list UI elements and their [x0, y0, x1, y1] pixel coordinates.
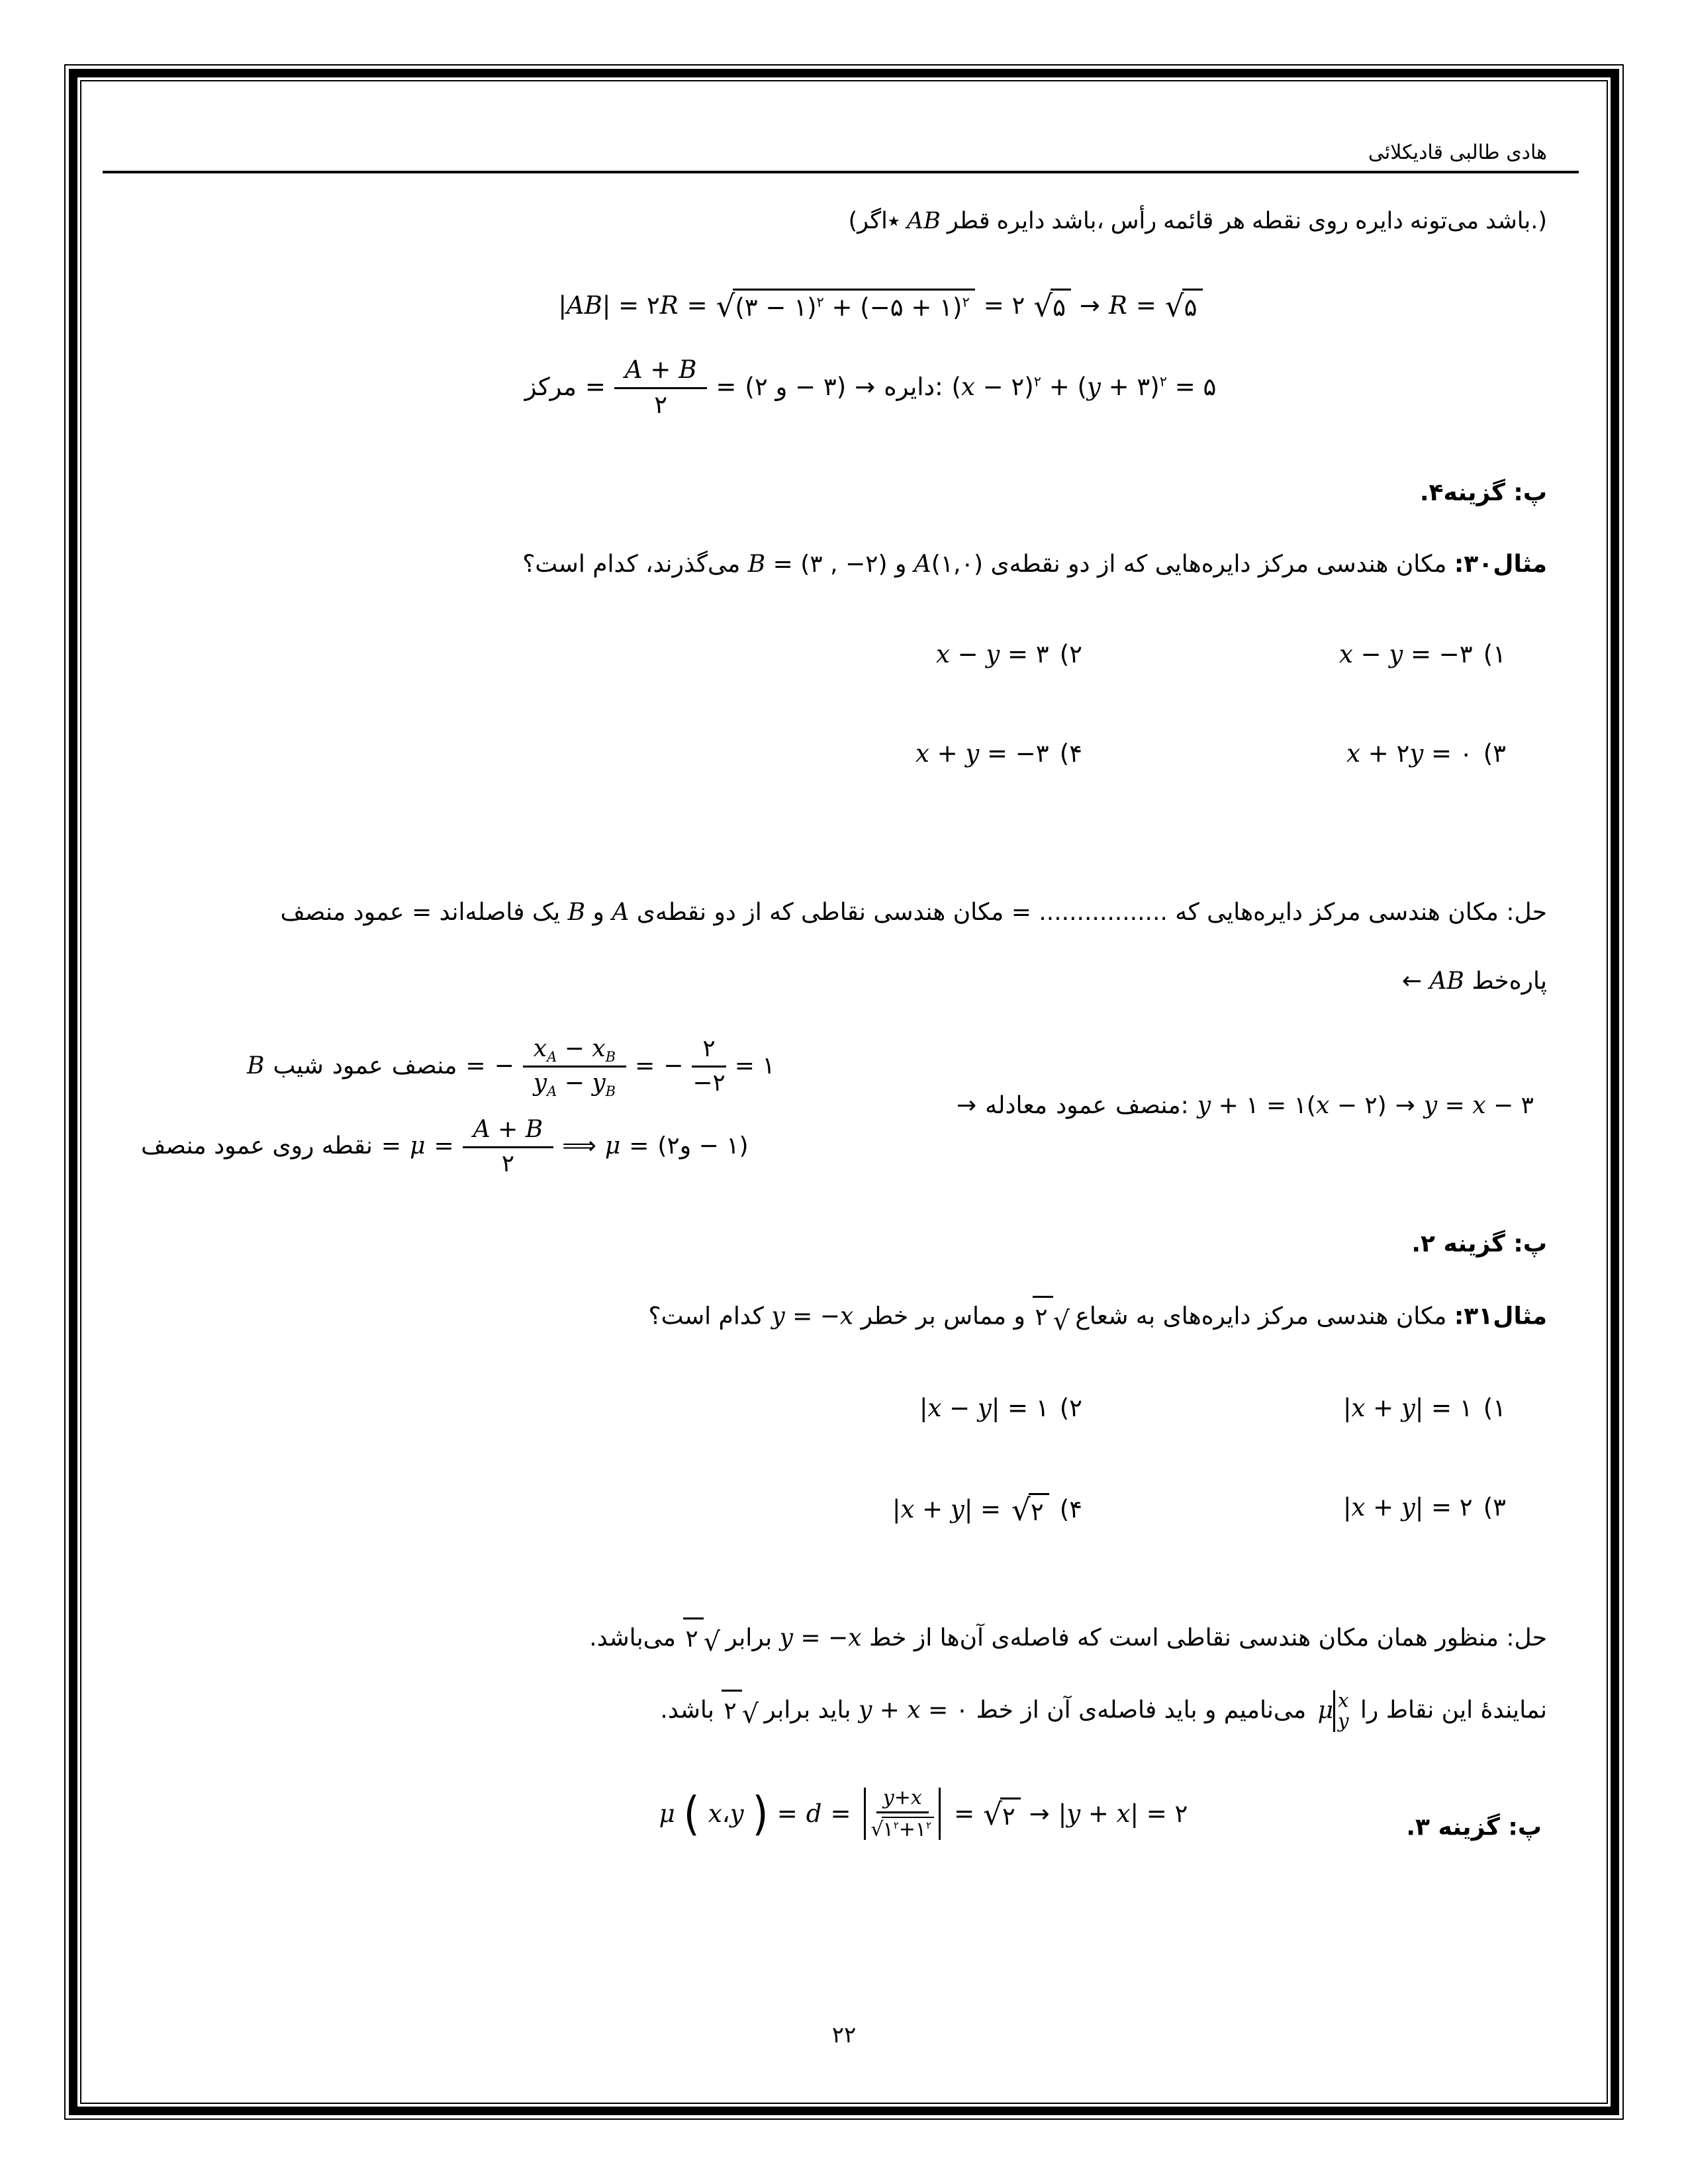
- arrow-implies: ⟹: [562, 1132, 596, 1160]
- radical: √ ۲: [683, 1617, 718, 1657]
- circle-equation: (x − ۲)$^۲$ + (y + ۳)$^۲$ = ۵: [951, 373, 1217, 402]
- header-rule: [103, 171, 1579, 173]
- example-30-options-row-1: [141, 640, 1547, 692]
- option-1: x − y = −۳ (۱: [1338, 639, 1506, 668]
- example-30-solution-line-1: حل: مکان هندسی مرکز دایره‌هایی که ................. = مکان هندسی نقاطی که از دو نقطه‌ی A و B یک فاصله‌اند = عمود منصف: [280, 898, 1547, 926]
- header-author: هادی طالبی قادیکلائی: [1368, 141, 1547, 164]
- option-4: x + y = −۳ (۴: [915, 739, 1082, 768]
- note-var-ab: AB: [906, 208, 941, 234]
- radical: √ ۵: [1033, 289, 1071, 322]
- example-30-solution-line-2: پاره‌خط AB ←: [1401, 968, 1547, 995]
- option-number: (۴: [1059, 1495, 1082, 1524]
- option-number: (۳: [1483, 739, 1506, 768]
- point-b: B = (۳ , −۲): [747, 550, 888, 578]
- arrow-right: →: [957, 1092, 977, 1120]
- page-number: ۲۲: [831, 2022, 857, 2048]
- option-number: (۱: [1483, 639, 1506, 668]
- radical: √ (۳ − ۱)$^۲$ + (−۵ + ۱)$^۲$: [716, 289, 975, 322]
- note-line: (٭اگر AB قطر دایره باشد، رأس قائمه هر نقطه روی دایره می‌تونه باشد.): [848, 208, 1547, 234]
- note-open: (٭اگر: [848, 208, 900, 234]
- center-word: مرکز: [524, 373, 577, 402]
- arrow-right: →: [1080, 291, 1101, 320]
- example-31-solution-line-1: حل: منظور همان مکان هندسی نقاطی است که فاصله‌ی آن‌ها از خط y = −x برابر √ ۲ می‌باشد.: [141, 1617, 1547, 1657]
- radical: √ $۱^۲+۱^۲$: [870, 1817, 934, 1841]
- radical: √ ۵: [1165, 289, 1203, 322]
- big-paren-right: ): [752, 1786, 769, 1841]
- radical: √ ۲: [722, 1690, 757, 1729]
- option-3: x + ۲y = ۰ (۳: [1346, 739, 1506, 768]
- page-content: [83, 83, 1605, 2101]
- answer-example-30: پ: گزینه ۲.: [1411, 1230, 1547, 1258]
- radical: √ ۲: [1033, 1296, 1068, 1335]
- line-equation: y + x = ۰: [858, 1696, 969, 1724]
- option-number: (۲: [1059, 1393, 1082, 1422]
- option-3: |x + y| = ۲ (۳: [1343, 1492, 1506, 1522]
- option-number: (۳: [1483, 1492, 1506, 1522]
- option-2: |x − y| = ۱ (۲: [919, 1393, 1082, 1422]
- distance-formula: μ ( x،y ) = d = y+x √ $۱^۲+۱^۲$ = √ ۲ → |y + x| = ۲: [659, 1786, 1188, 1841]
- answer-previous-example: پ: گزینه۴.: [1419, 478, 1547, 506]
- example-31-options-row-1: [141, 1394, 1547, 1445]
- slope-formula: B شیب عمود منصف = − $\frac{x_A - x_B}{y_A - y_B}$ = − $\frac{۲}{-۲}$ = ۱: [247, 1035, 775, 1100]
- example-30-options-row-2: [141, 739, 1547, 791]
- line-equation: y = −x: [771, 1303, 854, 1331]
- example-30-label: مثال۳۰:: [1454, 550, 1547, 578]
- option-number: (۴: [1059, 739, 1082, 768]
- arrow-left: ←: [1401, 968, 1430, 995]
- fraction: $\frac{x_A - x_B}{y_A - y_B}$: [523, 1035, 626, 1096]
- formula-ab-length: |AB| = ۲R = √ (۳ − ۱)$^۲$ + (−۵ + ۱)$^۲$ = ۲ √ ۵ → R = √ ۵: [177, 289, 1583, 322]
- fraction: $\frac{A + B}{۲}$: [614, 356, 707, 418]
- arrow-right: →: [1029, 1799, 1050, 1829]
- line-equation: y = −x: [779, 1624, 862, 1652]
- option-4: |x + y| = √ ۲ (۴: [892, 1492, 1082, 1528]
- example-31-options-row-2: [141, 1493, 1547, 1545]
- arrow-right: →: [1395, 1092, 1415, 1120]
- big-paren-left: (: [683, 1786, 700, 1841]
- option-2: x − y = ۳ (۲: [935, 639, 1082, 668]
- arrow-right: →: [855, 373, 876, 402]
- midpoint-label: نقطه روی عمود منصف: [141, 1132, 373, 1160]
- example-31-solution-line-2: نمایندهٔ این نقاط را μ x y می‌نامیم و باید فاصله‌ی آن از خط y + x = ۰ باید برابر √ ۲ باشد.: [660, 1688, 1547, 1733]
- final-formula-row: [141, 1788, 1547, 1867]
- radical: √ ۲: [1011, 1493, 1049, 1526]
- point-a: A(۱,۰): [914, 550, 984, 578]
- radical: √ ۲: [983, 1797, 1021, 1831]
- midpoint-formula: نقطه روی عمود منصف = μ = $\frac{A + B}{۲}$ ⟹ μ = (۲و − ۱): [141, 1115, 749, 1177]
- answer-example-31: پ: گزینه ۳.: [1406, 1813, 1542, 1841]
- midpoint-tuple: (۲و − ۱): [657, 1132, 749, 1160]
- fraction: $\frac{۲}{-۲}$: [692, 1035, 726, 1097]
- option-number: (۲: [1059, 639, 1082, 668]
- fraction: $\frac{A + B}{۲}$: [463, 1116, 554, 1177]
- center-tuple: (۲ و − ۳): [745, 373, 847, 402]
- formula-center: مرکز = $\frac{A + B}{۲}$ = (۲ و − ۳) → دایره: (x − ۲)$^۲$ + (y + ۳)$^۲$ = ۵: [524, 355, 1217, 419]
- circle-label: دایره:: [884, 373, 943, 402]
- example-31-question: مثال۳۱: مکان هندسی مرکز دایره‌های به شعاع √ ۲ و مماس بر خطر y = −x کدام است؟: [141, 1296, 1547, 1335]
- perpendicular-bisector-block: [141, 1035, 1547, 1176]
- absolute-value-fraction: y+x √ $۱^۲+۱^۲$: [859, 1788, 945, 1840]
- example-31-label: مثال۳۱:: [1454, 1303, 1547, 1331]
- example-30-question: مثال۳۰: مکان هندسی مرکز دایره‌هایی که از دو نقطه‌ی A(۱,۰) و B = (۳ , −۲) می‌گذرند، کدام است؟: [522, 550, 1547, 578]
- bisector-equation: → معادله عمود منصف: y + ۱ = ۱(x − ۲) → y = x − ۳: [957, 1092, 1534, 1120]
- option-number: (۱: [1483, 1393, 1506, 1422]
- option-1: |x + y| = ۱ (۱: [1343, 1393, 1506, 1422]
- mu-column-vector: μ x y: [1317, 1688, 1349, 1733]
